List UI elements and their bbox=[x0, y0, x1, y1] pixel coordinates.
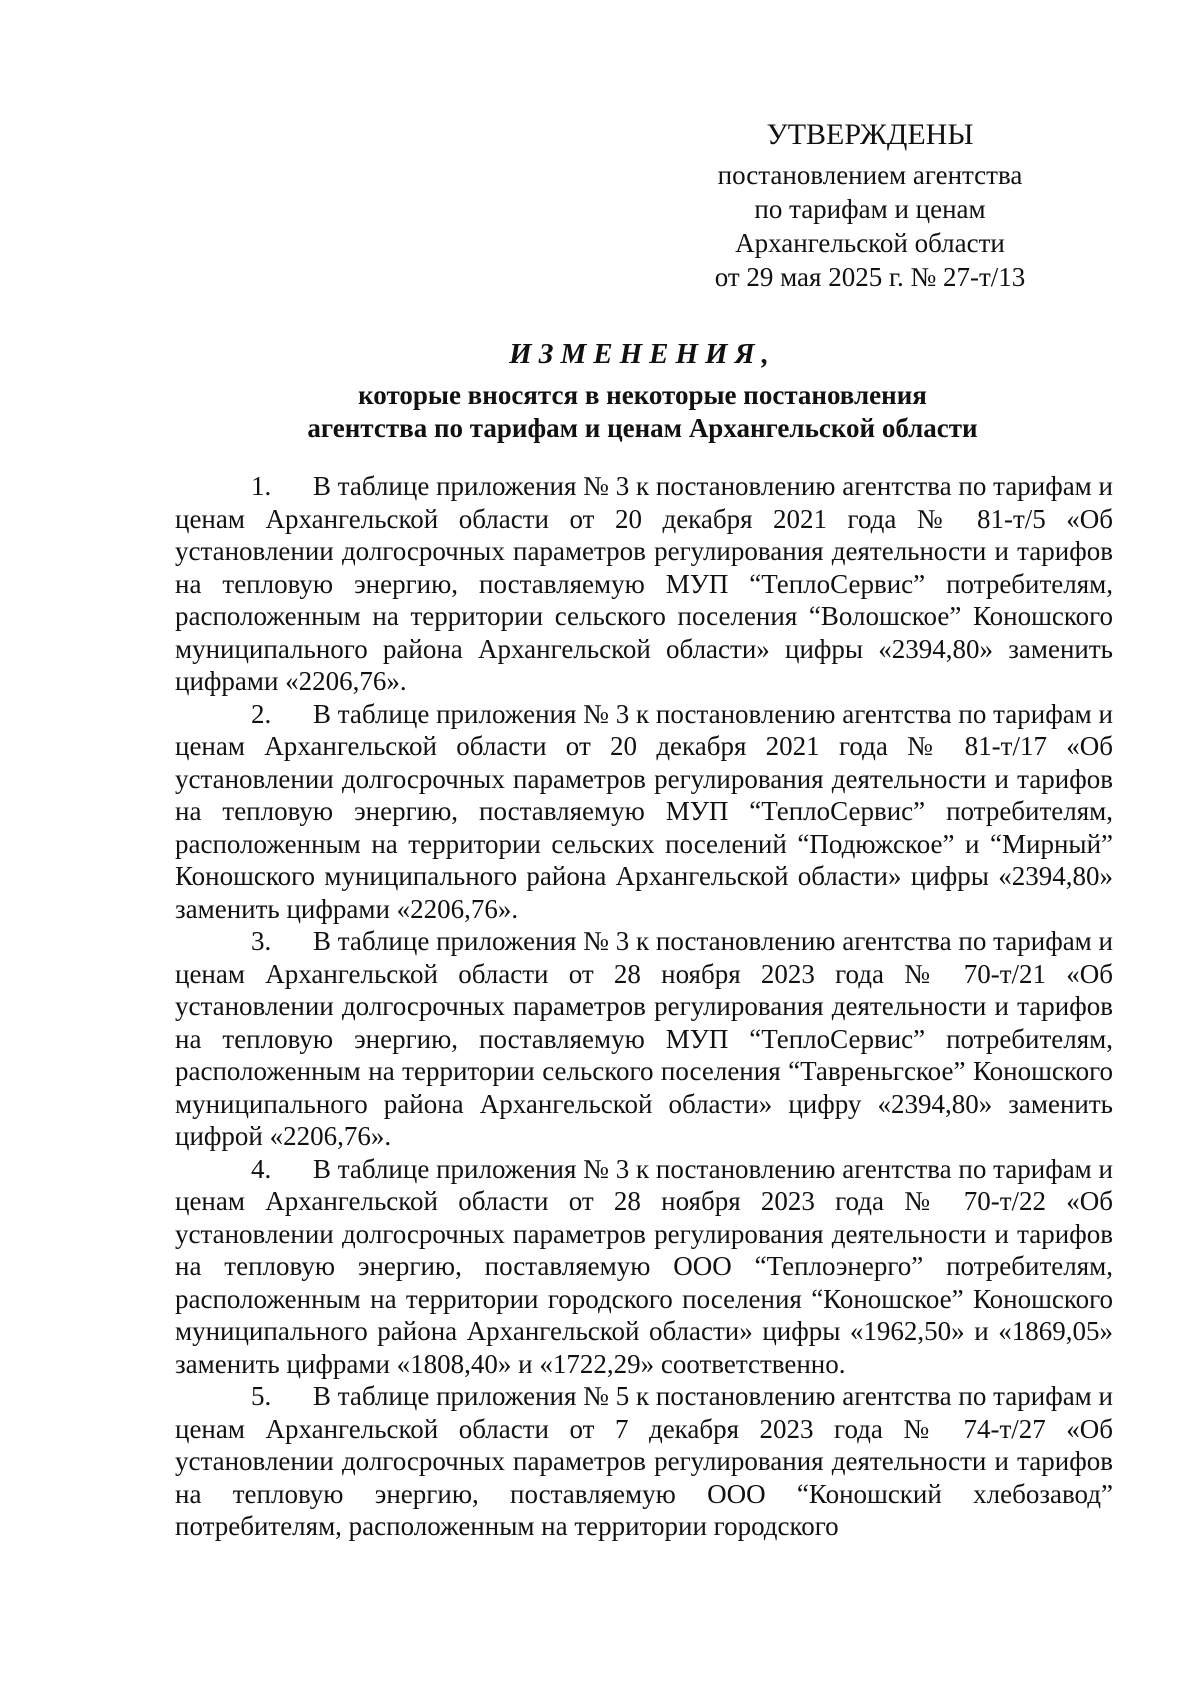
document-heading bbox=[175, 338, 1110, 445]
amendment-item-5 bbox=[175, 1380, 1113, 1543]
approval-line-1: постановлением агентства bbox=[717, 160, 1023, 190]
approval-title: УТВЕРЖДЕНЫ bbox=[766, 118, 974, 151]
amendment-item-2 bbox=[175, 698, 1113, 926]
item-number: 2. bbox=[251, 698, 272, 729]
item-number: 3. bbox=[251, 926, 272, 956]
item-text: В таблице приложения № 3 к постановлению агентства по тарифам и ценам Архангельской области от 28 ноября 2023 года № 70-т/21 «Об установлении долгосрочных параметров регулирования деятельности и тарифов на тепловую энергию, поставляемую МУП “ТеплоСервис” потребителям, расположенным на территории сельского поселения “Тавреньгское” Коношского муниципального района Архангельской области» цифру «2394,80» заменить цифрой «2206,76». bbox=[175, 926, 1113, 1151]
amendment-item-1 bbox=[175, 470, 1113, 698]
heading-title: ИЗМЕНЕНИЯ, bbox=[509, 338, 776, 370]
amendment-paragraph bbox=[175, 925, 1113, 1153]
heading-line-2: агентства по тарифам и ценам Архангельской области bbox=[307, 413, 978, 443]
amendment-paragraph bbox=[175, 470, 1113, 698]
item-text: В таблице приложения № 5 к постановлению агентства по тарифам и ценам Архангельской области от 7 декабря 2023 года № 74-т/27 «Об установлении долгосрочных параметров регулирования деятельности и тарифов на тепловую энергию, поставляемую ООО “Коношский хлебозавод” потребителям, расположенным на территории городского bbox=[175, 1381, 1113, 1541]
amendment-item-3 bbox=[175, 925, 1113, 1153]
item-number: 4. bbox=[251, 1153, 272, 1184]
amendment-paragraph bbox=[175, 1380, 1113, 1543]
approval-block bbox=[700, 116, 1040, 294]
item-number: 5. bbox=[251, 1381, 272, 1411]
item-number: 1. bbox=[251, 471, 272, 501]
heading-line-1: которые вносятся в некоторые постановления bbox=[358, 380, 927, 410]
approval-line-2: по тарифам и ценам bbox=[754, 194, 986, 224]
amendment-paragraph bbox=[175, 1153, 1113, 1381]
item-text: В таблице приложения № 3 к постановлению агентства по тарифам и ценам Архангельской области от 28 ноября 2023 года № 70-т/22 «Об установлении долгосрочных параметров регулирования деятельности и тарифов на тепловую энергию, поставляемую ООО “Теплоэнерго” потребителям, расположенным на территории городского поселения “Коношское” Коношского муниципального района Архангельской области» цифры «1962,50» и «1869,05» заменить цифрами «1808,40» и «1722,29» соответственно. bbox=[175, 1153, 1113, 1379]
item-text: В таблице приложения № 3 к постановлению агентства по тарифам и ценам Архангельской области от 20 декабря 2021 года № 81-т/5 «Об установлении долгосрочных параметров регулирования деятельности и тарифов на тепловую энергию, поставляемую МУП “ТеплоСервис” потребителям, расположенным на территории сельского поселения “Волошское” Коношского муниципального района Архангельской области» цифры «2394,80» заменить цифрами «2206,76». bbox=[175, 471, 1113, 696]
item-text: В таблице приложения № 3 к постановлению агентства по тарифам и ценам Архангельской области от 20 декабря 2021 года № 81-т/17 «Об установлении долгосрочных параметров регулирования деятельности и тарифов на тепловую энергию, поставляемую МУП “ТеплоСервис” потребителям, расположенным на территории сельских поселений “Подюжское” и “Мирный” Коношского муниципального района Архангельской области» цифры «2394,80» заменить цифрами «2206,76». bbox=[175, 698, 1113, 924]
document-body bbox=[175, 470, 1113, 1543]
amendment-item-4 bbox=[175, 1153, 1113, 1381]
amendment-paragraph bbox=[175, 698, 1113, 926]
approval-date-number: от 29 мая 2025 г. № 27-т/13 bbox=[714, 262, 1026, 292]
approval-line-3: Архангельской области bbox=[735, 228, 1005, 258]
